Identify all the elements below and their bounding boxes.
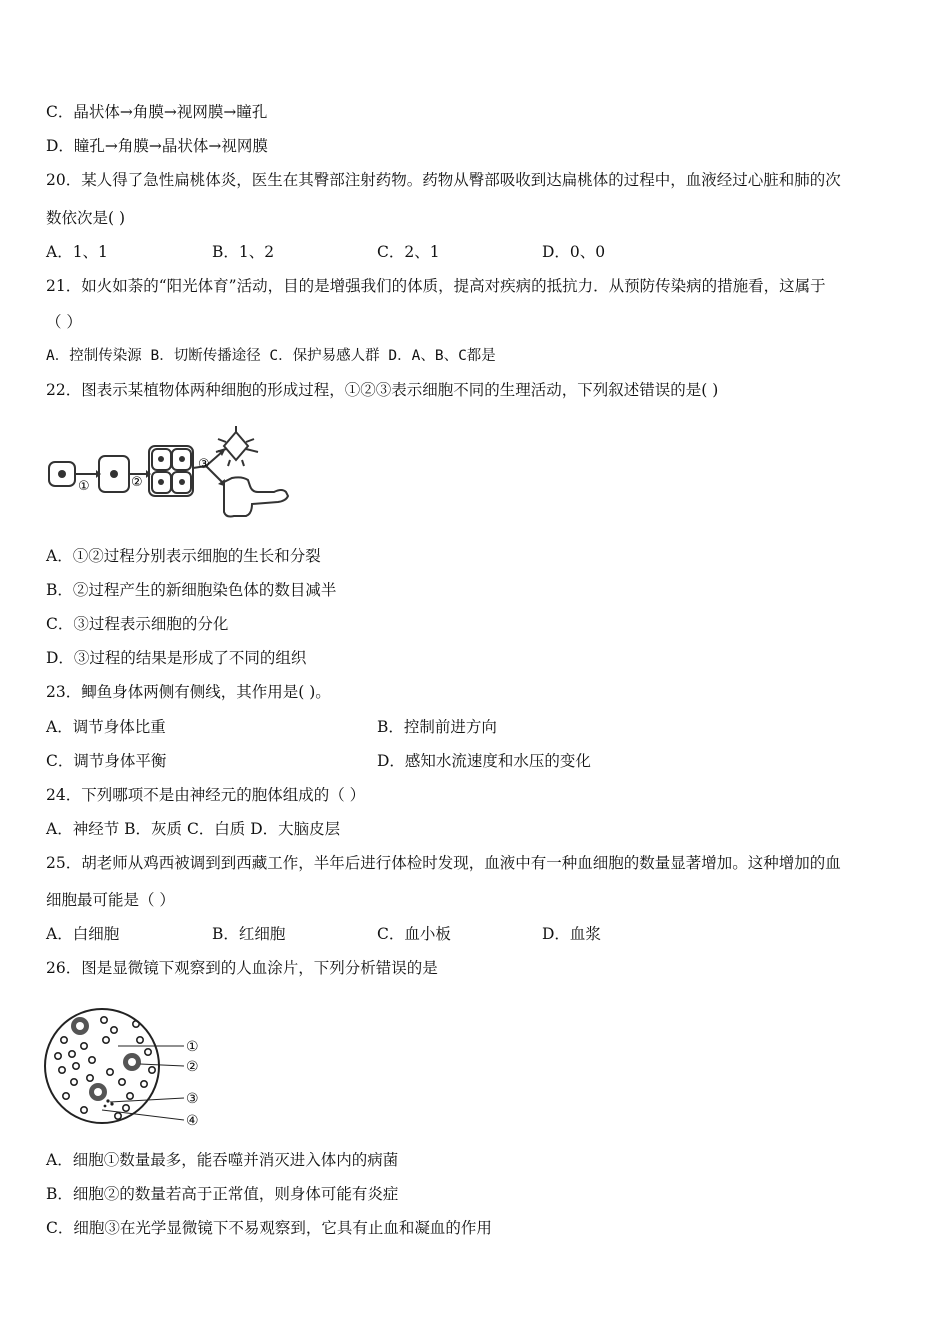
q26-option-a: A．细胞①数量最多，能吞噬并消灭进入体内的病菌 [46, 1151, 399, 1169]
q26-stem: 26．图是显微镜下观察到的人血涂片，下列分析错误的是 [46, 959, 438, 977]
differentiated-cell-a [224, 432, 248, 460]
q25-option-b: B．红细胞 [212, 925, 286, 943]
q23-option-b: B．控制前进方向 [377, 718, 497, 736]
q19-option-d: D．瞳孔→角膜→晶状体→视网膜 [46, 137, 268, 155]
q20-option-d: D．0、0 [542, 243, 606, 261]
label-1: ① [78, 479, 90, 494]
q22-stem: 22．图表示某植物体两种细胞的形成过程，①②③表示细胞不同的生理活动，下列叙述错误的是( ) [46, 381, 719, 399]
q25-options [46, 924, 926, 944]
q21-stem-line2: （ ） [46, 313, 82, 331]
q23-stem: 23．鲫鱼身体两侧有侧线，其作用是( )。 [46, 683, 331, 701]
label-2: ② [186, 1059, 199, 1075]
q25-option-c: C．血小板 [377, 925, 451, 943]
q22-option-c: C．③过程表示细胞的分化 [46, 615, 229, 633]
label-4: ④ [186, 1113, 199, 1129]
q24-stem: 24．下列哪项不是由神经元的胞体组成的（ ） [46, 786, 366, 804]
q24-options: A．神经节 B．灰质 C．白质 D．大脑皮层 [46, 820, 341, 838]
q20-option-c: C．2、1 [377, 243, 440, 261]
label-3: ③ [186, 1091, 199, 1107]
q19-option-c: C．晶状体→角膜→视网膜→瞳孔 [46, 103, 268, 121]
differentiated-cell-b [224, 477, 288, 516]
q25-option-a: A．白细胞 [46, 925, 120, 943]
q23-options-row1 [46, 717, 926, 737]
q20-stem-line2: 数依次是( ) [46, 209, 126, 227]
q23-option-a: A．调节身体比重 [46, 718, 166, 736]
nucleus [58, 470, 66, 478]
q23-option-d: D．感知水流速度和水压的变化 [377, 752, 591, 770]
q25-option-d: D．血浆 [542, 925, 601, 943]
q20-options [46, 242, 926, 262]
label-1: ① [186, 1039, 199, 1055]
label-2: ② [131, 475, 143, 490]
q23-option-c: C．调节身体平衡 [46, 752, 167, 770]
q22-option-d: D．③过程的结果是形成了不同的组织 [46, 649, 307, 667]
q25-stem-line2: 细胞最可能是（ ） [46, 891, 175, 909]
blood-smear-figure [44, 1000, 214, 1134]
q26-option-c: C．细胞③在光学显微镜下不易观察到，它具有止血和凝血的作用 [46, 1219, 492, 1237]
q23-options-row2 [46, 751, 926, 771]
q20-stem-line1: 20．某人得了急性扁桃体炎，医生在其臀部注射药物。药物从臀部吸收到达扁桃体的过程中，血液经过心脏和肺的次 [46, 171, 841, 189]
microscope-field [45, 1009, 159, 1123]
q20-option-a: A．1、1 [46, 243, 108, 261]
q26-option-b: B．细胞②的数量若高于正常值，则身体可能有炎症 [46, 1185, 399, 1203]
q22-option-a: A．①②过程分别表示细胞的生长和分裂 [46, 547, 321, 565]
q21-options: A．控制传染源 B．切断传播途径 C．保护易感人群 D．A、B、C都是 [46, 348, 496, 364]
q25-stem-line1: 25．胡老师从鸡西被调到到西藏工作，半年后进行体检时发现，血液中有一种血细胞的数量显著增加。这种增加的血 [46, 854, 841, 872]
label-3: ③ [198, 457, 210, 472]
q21-stem-line1: 21．如火如荼的“阳光体育”活动，目的是增强我们的体质，提高对疾病的抵抗力．从预防传染病的措施看，这属于 [46, 277, 826, 295]
cell-formation-figure [46, 424, 306, 524]
q20-option-b: B．1、2 [212, 243, 275, 261]
q22-option-b: B．②过程产生的新细胞染色体的数目减半 [46, 581, 337, 599]
